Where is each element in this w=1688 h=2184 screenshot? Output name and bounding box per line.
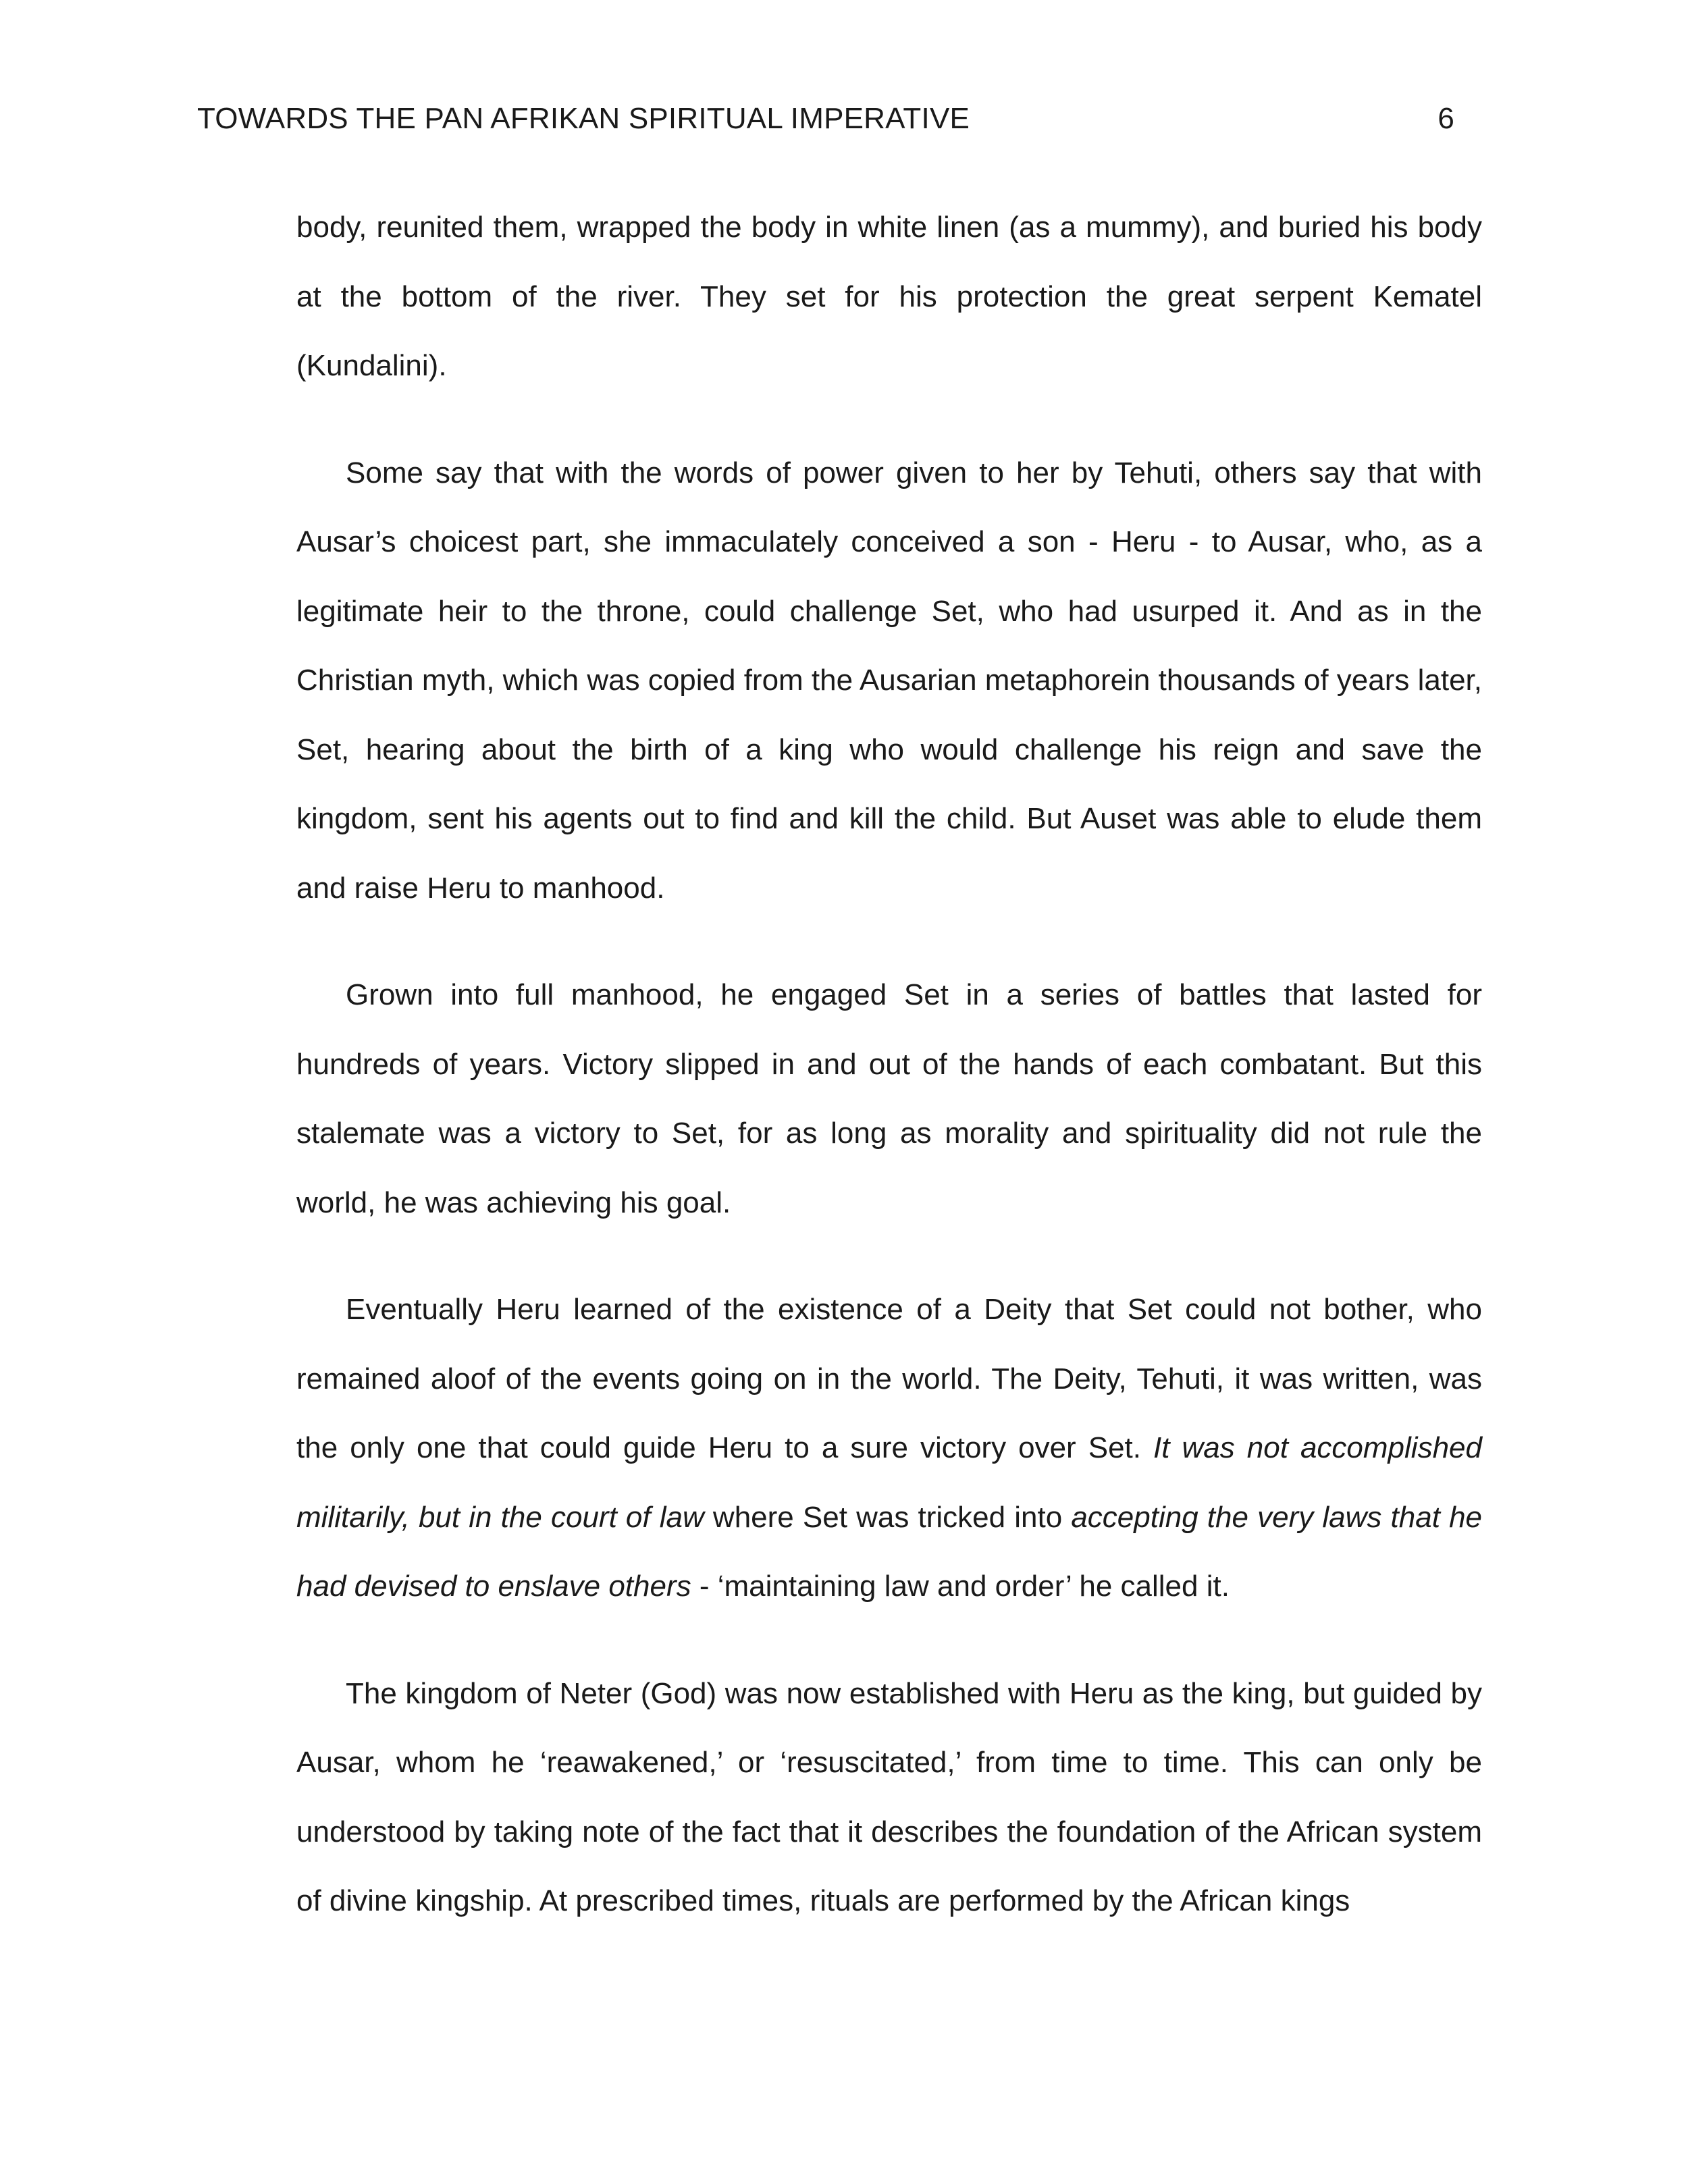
paragraph-2: Some say that with the words of power given to her by Tehuti, others say that with Ausar’s choicest part, she immaculately conceived a son - Heru - to Ausar, who, as a legitimate heir to the throne, could challenge Set, who had usurped it. And as in the Christian myth, which was copied from the Ausarian metaphorein thousands of years later, Set, hearing about the birth of a king who would challenge his reign and save the kingdom, sent his agents out to find and kill the child. But Auset was able to elude them and raise Heru to manhood.: [296, 456, 1483, 905]
paragraph-4-text-1: Eventually Heru learned of the existence of a Deity that Set could not bother, who remained aloof of the events going on in the world. The Deity, Tehuti, it was written, was the only one that could guide Heru to a sure victory over Set.: [296, 1293, 1482, 1464]
paragraph-4-italic-1: It was not accomplished militarily, but in the court of law: [296, 1431, 1482, 1534]
running-title: TOWARDS THE PAN AFRIKAN SPIRITUAL IMPERATIVE: [197, 102, 970, 135]
running-header: [197, 99, 1454, 139]
paragraph-1: body, reunited them, wrapped the body in white linen (as a mummy), and buried his body at the bottom of the river. They set for his protection the great serpent Kematel (Kundalini).: [296, 211, 1482, 382]
body-text: [296, 193, 1482, 1936]
paragraph-4-text-2: where Set was tricked into: [704, 1500, 1072, 1534]
paragraph-3: Grown into full manhood, he engaged Set in a series of battles that lasted for hundreds of years. Victory slipped in and out of the hands of each combatant. But this stalemate was a victory to Set, for as long as morality and spirituality did not rule the world, he was achieving his goal.: [296, 978, 1482, 1219]
paragraph-5: The kingdom of Neter (God) was now established with Heru as the king, but guided by Ausar, whom he ‘reawakened,’ or ‘resuscitated,’ from time to time. This can only be understood by taking note of the fact that it describes the foundation of the African system of divine kingship. At prescribed times, rituals are performed by the African kings: [296, 1676, 1482, 1917]
paragraph-4-italic-2: accepting the very laws that he had devised to enslave others: [296, 1500, 1483, 1603]
paragraph-4-text-3: - ‘maintaining law and order’ he called it.: [691, 1570, 1230, 1603]
page-number: 6: [1438, 102, 1454, 135]
paragraph-4: [296, 1275, 1482, 1622]
